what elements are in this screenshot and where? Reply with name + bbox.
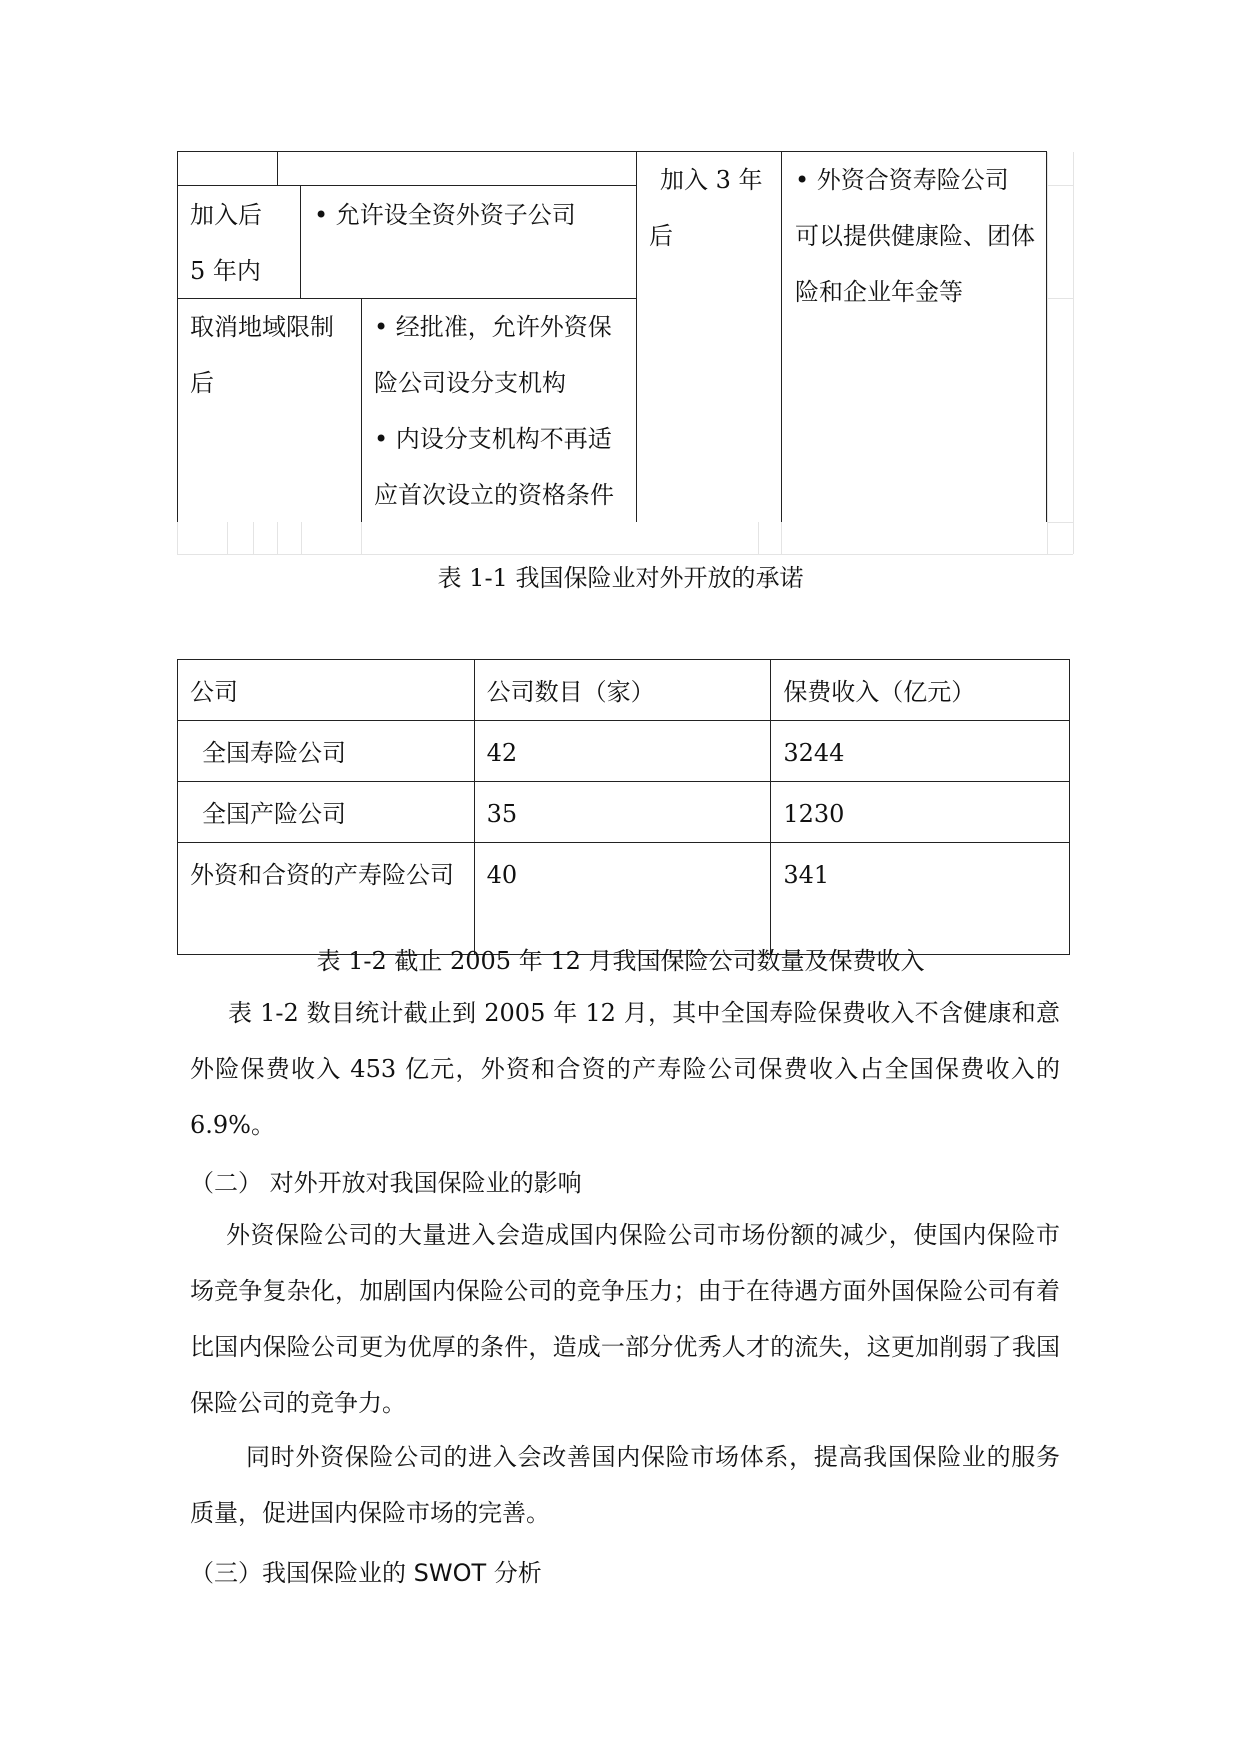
table-row [178,782,1070,843]
row-label-line: 加入 3 年 [660,166,763,194]
row-content-line: 可以提供健康险、团体 [795,222,1035,250]
row-content-line: • 外资合资寿险公司 [795,166,1009,194]
section-heading: （三）我国保险业的 SWOT 分析 [190,1559,542,1587]
table-cell: 全国产险公司 [178,782,475,843]
paragraph-impact-positive: 同时外资保险公司的进入会改善国内保险市场体系，提高我国保险业的服务质量，促进国内保险市场的完善。 [190,1443,1060,1527]
table-1-2 [177,659,1070,955]
table-cell: 1230 [771,782,1070,843]
table-1-1-caption: 表 1-1 我国保险业对外开放的承诺 [437,564,804,592]
column-header: 公司 [178,660,475,721]
table-cell: 42 [474,721,771,782]
row-content: • 允许设全资外资子公司 [314,201,576,229]
table-header-row [178,660,1070,721]
row-content-line: 险公司设分支机构 [374,369,566,397]
section-heading: （二） 对外开放对我国保险业的影响 [190,1169,582,1197]
row-content-line: • 经批准，允许外资保 [374,313,612,341]
row-label-line: 加入后 [190,201,262,229]
column-header: 公司数目（家） [474,660,771,721]
row-content-line: • 内设分支机构不再适 [374,425,612,453]
row-label-line: 后 [649,222,673,250]
table-row [178,843,1070,955]
column-header: 保费收入（亿元） [771,660,1070,721]
table-cell: 35 [474,782,771,843]
paragraph-table-note: 表 1-2 数目统计截止到 2005 年 12 月，其中全国寿险保费收入不含健康和意外险保费收入 453 亿元，外资和合资的产寿险公司保费收入占全国保费收入的 6.9%。 [190,999,1060,1139]
paragraph-impact-negative: 外资保险公司的大量进入会造成国内保险公司市场份额的减少，使国内保险市场竞争复杂化，加剧国内保险公司的竞争压力；由于在待遇方面外国保险公司有着比国内保险公司更为优厚的条件，造成一部分优秀人才的流失，这更加削弱了我国保险公司的竞争力。 [190,1221,1060,1417]
table-row [178,721,1070,782]
row-content-line: 险和企业年金等 [795,278,963,306]
row-label-line: 后 [190,369,214,397]
row-label-line: 5 年内 [190,257,261,285]
table-1-2-caption: 表 1-2 截止 2005 年 12 月我国保险公司数量及保费收入 [316,947,925,975]
table-cell: 3244 [771,721,1070,782]
row-label-line: 取消地域限制 [190,313,334,341]
row-content-line: 应首次设立的资格条件 [374,481,614,509]
table-cell: 40 [474,843,771,955]
table-cell: 全国寿险公司 [178,721,475,782]
table-cell: 外资和合资的产寿险公司 [178,843,475,955]
table-cell: 341 [771,843,1070,955]
